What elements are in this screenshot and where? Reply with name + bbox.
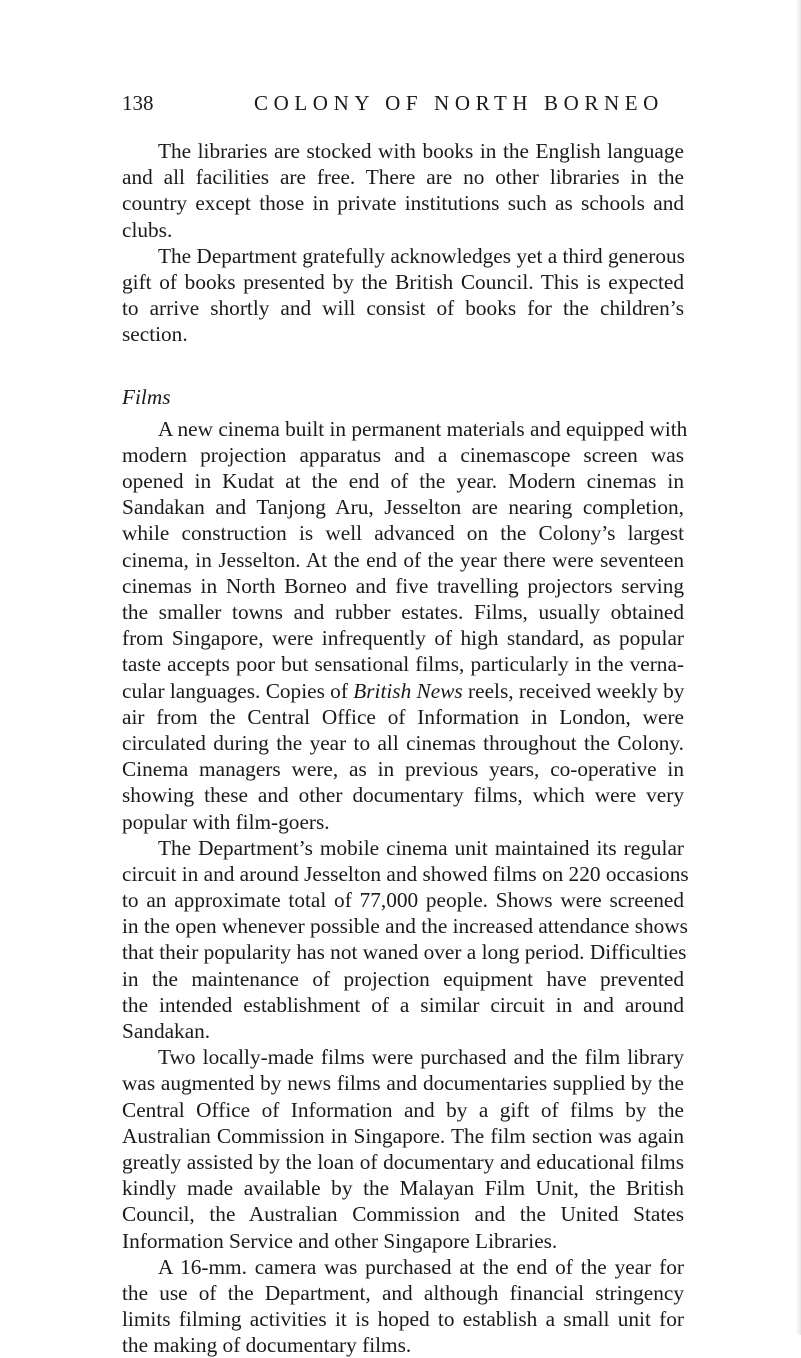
text-line: the smaller towns and rubber estates. Films, usually obtained — [122, 600, 684, 624]
section-heading-films: Films — [122, 384, 171, 409]
text-line: taste accepts poor but sensational films, particularly in the verna- — [122, 652, 684, 677]
text-line: kindly made available by the Malayan Film Unit, the British — [122, 1176, 684, 1201]
text-line: Information Service and other Singapore Libraries. — [122, 1228, 558, 1253]
page-header — [122, 86, 682, 120]
text-line: greatly assisted by the loan of documentary and educational films — [122, 1149, 684, 1174]
text-line: the use of the Department, and although financial stringency — [122, 1280, 684, 1305]
text-line: cinemas in North Borneo and five travelling projectors serving — [122, 573, 684, 598]
text-line: Central Office of Information and by a gift of films by the — [122, 1097, 684, 1122]
paragraph-libraries — [122, 138, 684, 243]
text-line: the intended establishment of a similar circuit in and around — [122, 992, 684, 1017]
text-line: Two locally-made films were purchased and the film library — [158, 1045, 684, 1070]
text-line: The Department gratefully acknowledges yet a third generous — [158, 243, 685, 268]
text-line: air from the Central Office of Information in London, were — [122, 704, 684, 729]
text-line: the making of documentary films. — [122, 1333, 412, 1358]
text-line: A 16-mm. camera was purchased at the end of the year for — [158, 1254, 684, 1279]
text-line: The Department’s mobile cinema unit maintained its regular — [158, 835, 684, 860]
text-line: while construction is well advanced on the Colony’s largest — [122, 521, 684, 546]
running-title: COLONY OF NORTH BORNEO — [254, 91, 664, 115]
text-line: limits filming activities it is hoped to establish a small unit for — [122, 1307, 684, 1332]
text-line: Council, the Australian Commission and the United States — [122, 1202, 684, 1227]
paragraph-mobile-cinema — [122, 835, 689, 1045]
text-line: country except those in private institutions such as schools and — [122, 191, 684, 216]
text-line: to arrive shortly and will consist of books for the children’s — [122, 296, 684, 321]
paragraph-british-council-gift — [122, 243, 684, 348]
page-edge-shadow — [796, 0, 801, 1335]
text-line: in the maintenance of projection equipment have prevented — [122, 966, 684, 991]
text-line: The libraries are stocked with books in the English language — [158, 139, 684, 163]
paragraph-camera — [122, 1254, 684, 1358]
text-line: Cinema managers were, as in previous years, co-operative in — [122, 757, 684, 782]
text-line: circulated during the year to all cinemas throughout the Colony. — [122, 730, 684, 755]
text-line: that their popularity has not waned over a long period. Difficulties — [122, 940, 687, 965]
text-line: showing these and other documentary films, which were very — [122, 783, 684, 808]
text-line: was augmented by news films and documentaries supplied by the — [122, 1071, 684, 1096]
body-text — [122, 138, 689, 1358]
text-line: in the open whenever possible and the increased attendance shows — [122, 914, 688, 939]
text-line: Sandakan and Tanjong Aru, Jesselton are nearing completion, — [122, 495, 684, 520]
text-line: and all facilities are free. There are no other libraries in the — [122, 165, 684, 190]
text-line: to an approximate total of 77,000 people. Shows were screened — [122, 888, 684, 913]
text-line: A new cinema built in permanent materials and equipped with — [158, 416, 688, 441]
text-segment: cular languages. Copies of — [122, 678, 354, 703]
text-line: Sandakan. — [122, 1019, 211, 1043]
text-line: popular with film-goers. — [122, 809, 330, 834]
page-number: 138 — [122, 91, 154, 115]
text-segment: reels, received weekly by — [462, 678, 685, 703]
text-line-british-news — [122, 678, 684, 704]
text-line: cinema, in Jesselton. At the end of the year there were seventeen — [122, 547, 684, 572]
text-line: opened in Kudat at the end of the year. Modern cinemas in — [122, 469, 684, 494]
publication-title: British News — [353, 678, 463, 703]
text-line: clubs. — [122, 217, 173, 242]
text-line: Australian Commission in Singapore. The film section was again — [122, 1123, 684, 1148]
text-line: circuit in and around Jesselton and showed films on 220 occasions — [122, 861, 689, 886]
text-line: section. — [122, 322, 188, 347]
text-line: modern projection apparatus and a cinemascope screen was — [122, 442, 684, 467]
paragraph-cinemas — [122, 416, 688, 835]
paragraph-film-library — [122, 1044, 684, 1254]
text-line: gift of books presented by the British Council. This is expected — [122, 269, 684, 294]
text-line: from Singapore, were infrequently of high standard, as popular — [122, 626, 684, 651]
